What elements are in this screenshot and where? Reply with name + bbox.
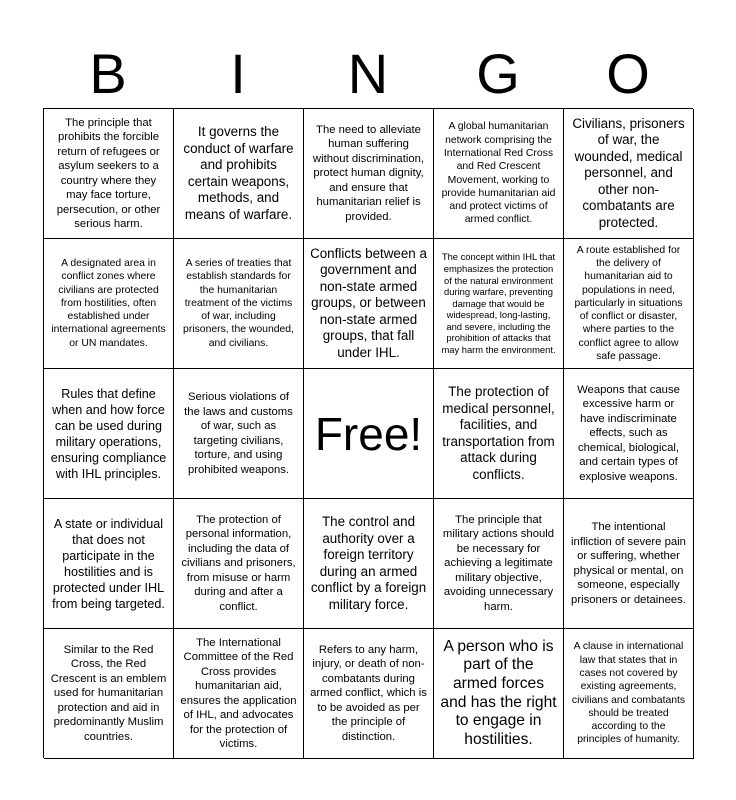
cell-text: A person who is part of the armed forces and has the right to engage in hostilities. xyxy=(440,637,557,748)
header-letter-i: I xyxy=(230,42,246,105)
header-letter-n: N xyxy=(347,42,389,105)
cell-text: Serious violations of the laws and customs of war, such as targeting civilians, torture, and using prohibited weapons. xyxy=(184,391,293,476)
cell-text: Refers to any harm, injury, or death of non-combatants during armed conflict, which is to be avoided as per the principle of distinction. xyxy=(310,643,427,743)
cell-text: The need to alleviate human suffering without discrimination, protect human dignity, and ensure that humanitarian relief is provided. xyxy=(312,123,425,223)
bingo-cell[interactable] xyxy=(44,629,174,759)
bingo-cell[interactable] xyxy=(304,109,434,239)
cell-text: Similar to the Red Cross, the Red Crescent is an emblem used for humanitarian protection and aid in predominantly Muslim countries. xyxy=(50,643,167,743)
header-letter-b: B xyxy=(89,42,127,105)
cell-text: Weapons that cause excessive harm or have indiscriminate effects, such as chemical, biological, and certain types of explosive weapons. xyxy=(577,383,680,483)
bingo-cell[interactable] xyxy=(564,629,694,759)
cell-text: The concept within IHL that emphasizes the protection of the natural environment during warfare, preventing damage that would be widespread, long-lasting, and severe, including the prohibition of attacks that may harm the environment. xyxy=(441,251,556,356)
bingo-cell[interactable] xyxy=(304,239,434,369)
bingo-cell[interactable] xyxy=(304,499,434,629)
cell-text: The protection of personal information, including the data of civilians and prisoners, from misuse or harm during and after a conflict. xyxy=(181,513,296,613)
bingo-cell[interactable] xyxy=(564,109,694,239)
cell-text: A state or individual that does not participate in the hostilities and is protected under IHL from being targeted. xyxy=(52,516,165,611)
bingo-header xyxy=(43,40,693,108)
cell-text: The intentional infliction of severe pain or suffering, whether physical or mental, on someone, especially prisoners or detainees. xyxy=(571,521,686,606)
bingo-cell[interactable] xyxy=(44,239,174,369)
bingo-cell[interactable] xyxy=(304,629,434,759)
header-letter-g: G xyxy=(476,42,520,105)
bingo-cell[interactable] xyxy=(174,629,304,759)
bingo-card-grid xyxy=(43,108,693,758)
cell-text: A global humanitarian network comprising the International Red Cross and Red Crescent Movement, working to provide humanitarian aid and protect victims of armed conflict. xyxy=(441,121,556,226)
bingo-cell[interactable] xyxy=(174,499,304,629)
bingo-cell[interactable] xyxy=(434,629,564,759)
cell-text: A series of treaties that establish standards for the humanitarian treatment of the victims of war, including prisoners, the wounded, and civilians. xyxy=(183,257,294,349)
bingo-cell[interactable] xyxy=(434,239,564,369)
cell-text: Conflicts between a government and non-state armed groups, or between non-state armed groups, that fall under IHL. xyxy=(310,245,427,360)
bingo-cell[interactable] xyxy=(174,369,304,499)
bingo-cell[interactable] xyxy=(174,239,304,369)
cell-text: The protection of medical personnel, facilities, and transportation from attack during conflicts. xyxy=(442,384,555,482)
cell-text: The principle that prohibits the forcible return of refugees or asylum seekers to a country where they may face torture, persecution, or other serious harm. xyxy=(56,116,161,230)
bingo-cell[interactable] xyxy=(564,499,694,629)
cell-text: A route established for the delivery of humanitarian aid to populations in need, particularly in situations of conflict or disaster, where parties to the conflict agree to allow safe passage. xyxy=(574,244,683,363)
free-space-cell[interactable] xyxy=(304,369,434,499)
bingo-cell[interactable] xyxy=(434,369,564,499)
cell-text: A clause in international law that states that in cases not covered by existing agreements, civilians and combatants should be treated according to the principles of humanity. xyxy=(571,641,686,746)
bingo-cell[interactable] xyxy=(434,499,564,629)
free-space-label: Free! xyxy=(314,407,423,460)
cell-text: It governs the conduct of warfare and prohibits certain weapons, methods, and means of warfare. xyxy=(183,124,294,222)
bingo-cell[interactable] xyxy=(44,369,174,499)
cell-text: A designated area in conflict zones where civilians are protected from hostilities, often established under international agreements or UN mandates. xyxy=(51,257,166,349)
bingo-cell[interactable] xyxy=(564,369,694,499)
cell-text: The International Committee of the Red Cross provides humanitarian aid, ensures the application of IHL, and advocates for the protection of victims. xyxy=(180,636,297,750)
bingo-cell[interactable] xyxy=(44,499,174,629)
bingo-cell[interactable] xyxy=(44,109,174,239)
cell-text: Civilians, prisoners of war, the wounded, medical personnel, and other non-combatants are protected. xyxy=(572,115,685,230)
cell-text: Rules that define when and how force can be used during military operations, ensuring compliance with IHL principles. xyxy=(50,386,167,481)
header-letter-o: O xyxy=(606,42,650,105)
cell-text: The principle that military actions should be necessary for achieving a legitimate military objective, avoiding unnecessary harm. xyxy=(442,513,555,613)
bingo-cell[interactable] xyxy=(434,109,564,239)
cell-text: The control and authority over a foreign territory during an armed conflict by a foreign military force. xyxy=(310,514,427,612)
bingo-cell[interactable] xyxy=(174,109,304,239)
bingo-cell[interactable] xyxy=(564,239,694,369)
